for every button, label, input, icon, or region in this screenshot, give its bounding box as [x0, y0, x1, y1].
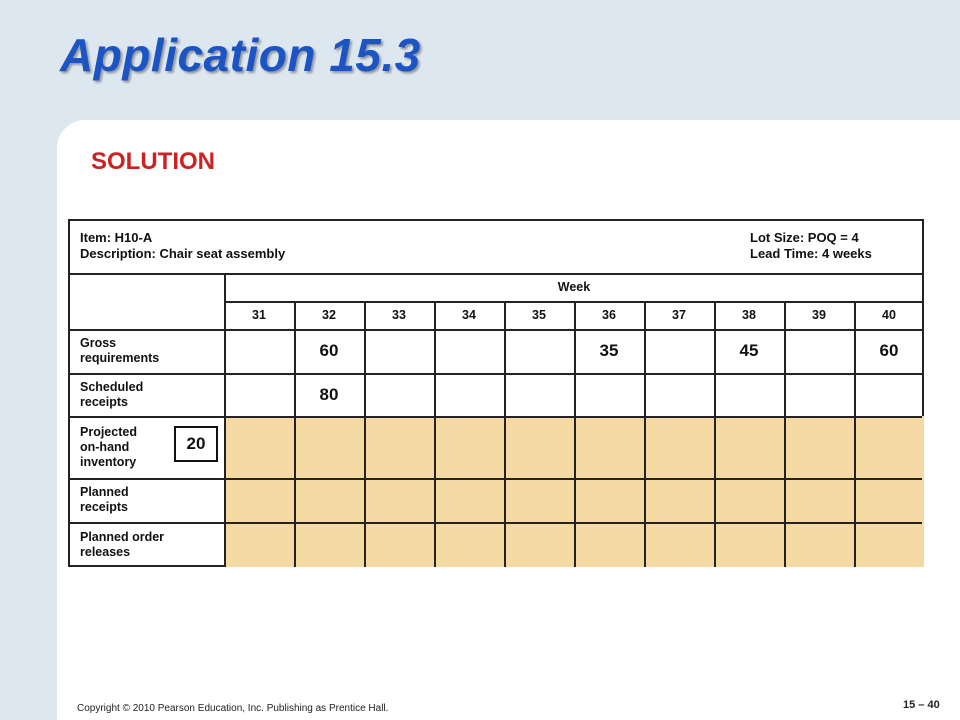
planned-order-releases-cell [224, 522, 294, 567]
copyright-text: Copyright © 2010 Pearson Education, Inc. Publishing as Prentice Hall. [77, 703, 389, 714]
week-number: 37 [672, 308, 686, 322]
scheduled-receipts-cell [434, 373, 504, 416]
mrp-record-table [68, 219, 924, 567]
planned-receipts-label: Planned receipts [80, 485, 129, 514]
planned-receipts-cell [574, 478, 644, 522]
planned-order-releases-label: Planned order releases [80, 529, 165, 559]
scheduled-receipts-cell [364, 373, 434, 416]
projected-on-hand-cell [364, 416, 434, 478]
page-number: 15 – 40 [903, 699, 940, 711]
planned-receipts-cell [644, 478, 714, 522]
projected-on-hand-cell [504, 416, 574, 478]
gross-requirements-cell [644, 329, 714, 373]
lead-time-line: Lead Time: 4 weeks [750, 246, 872, 261]
projected-on-hand-cell [644, 416, 714, 478]
planned-receipts-cell [224, 478, 294, 522]
gross-requirements-cell [224, 329, 294, 373]
week-number: 33 [392, 308, 406, 322]
gross-requirements-label: Gross requirements [80, 336, 160, 365]
projected-on-hand-cell [714, 416, 784, 478]
week-number: 34 [462, 308, 476, 322]
projected-on-hand-cell [784, 416, 854, 478]
gross-requirements-cell: 45 [739, 341, 759, 360]
week-number: 35 [532, 308, 546, 322]
gross-requirements-cell: 60 [319, 341, 339, 360]
scheduled-receipts-label: Scheduled receipts [80, 379, 144, 409]
gross-requirements-cell: 35 [599, 341, 619, 360]
scheduled-receipts-cell [504, 373, 574, 416]
week-number: 40 [882, 308, 896, 322]
scheduled-receipts-cell [714, 373, 784, 416]
planned-order-releases-cell [714, 522, 784, 567]
scheduled-receipts-cell [644, 373, 714, 416]
planned-order-releases-cell [434, 522, 504, 567]
planned-receipts-cell [434, 478, 504, 522]
week-number: 39 [812, 308, 826, 322]
lot-size-line: Lot Size: POQ = 4 [750, 230, 859, 245]
week-number: 31 [252, 308, 266, 322]
planned-receipts-cell [854, 478, 924, 522]
gross-requirements-cell [434, 329, 504, 373]
projected-on-hand-cell [854, 416, 924, 478]
scheduled-receipts-cell [224, 373, 294, 416]
planned-order-releases-cell [854, 522, 924, 567]
planned-order-releases-cell [574, 522, 644, 567]
planned-receipts-cell [364, 478, 434, 522]
planned-order-releases-cell [294, 522, 364, 567]
planned-order-releases-cell [364, 522, 434, 567]
projected-on-hand-cell [434, 416, 504, 478]
projected-on-hand-label: Projected on-hand inventory [80, 424, 137, 469]
week-number: 36 [602, 308, 616, 322]
gross-requirements-cell [504, 329, 574, 373]
gross-requirements-cell [364, 329, 434, 373]
initial-on-hand-box: 20 [174, 426, 218, 462]
scheduled-receipts-cell: 80 [319, 384, 339, 404]
scheduled-receipts-cell [784, 373, 854, 416]
planned-receipts-cell [714, 478, 784, 522]
projected-on-hand-cell [574, 416, 644, 478]
planned-receipts-cell [294, 478, 364, 522]
slide-title: Application 15.3 [60, 29, 421, 81]
projected-on-hand-cell [294, 416, 364, 478]
scheduled-receipts-cell [854, 373, 924, 416]
week-label: Week [557, 280, 591, 294]
projected-on-hand-cell [224, 416, 294, 478]
week-number: 38 [742, 308, 756, 322]
planned-order-releases-cell [644, 522, 714, 567]
item-header [80, 230, 285, 262]
item-line: Item: H10-A [80, 230, 153, 245]
week-number: 32 [322, 308, 336, 322]
scheduled-receipts-cell [574, 373, 644, 416]
planned-receipts-cell [784, 478, 854, 522]
description-line: Description: Chair seat assembly [80, 246, 286, 261]
planned-receipts-cell [504, 478, 574, 522]
gross-requirements-cell [784, 329, 854, 373]
solution-heading: SOLUTION [91, 148, 215, 175]
planned-order-releases-cell [504, 522, 574, 567]
planned-order-releases-cell [784, 522, 854, 567]
lot-header [750, 230, 872, 262]
gross-requirements-cell: 60 [879, 341, 899, 360]
